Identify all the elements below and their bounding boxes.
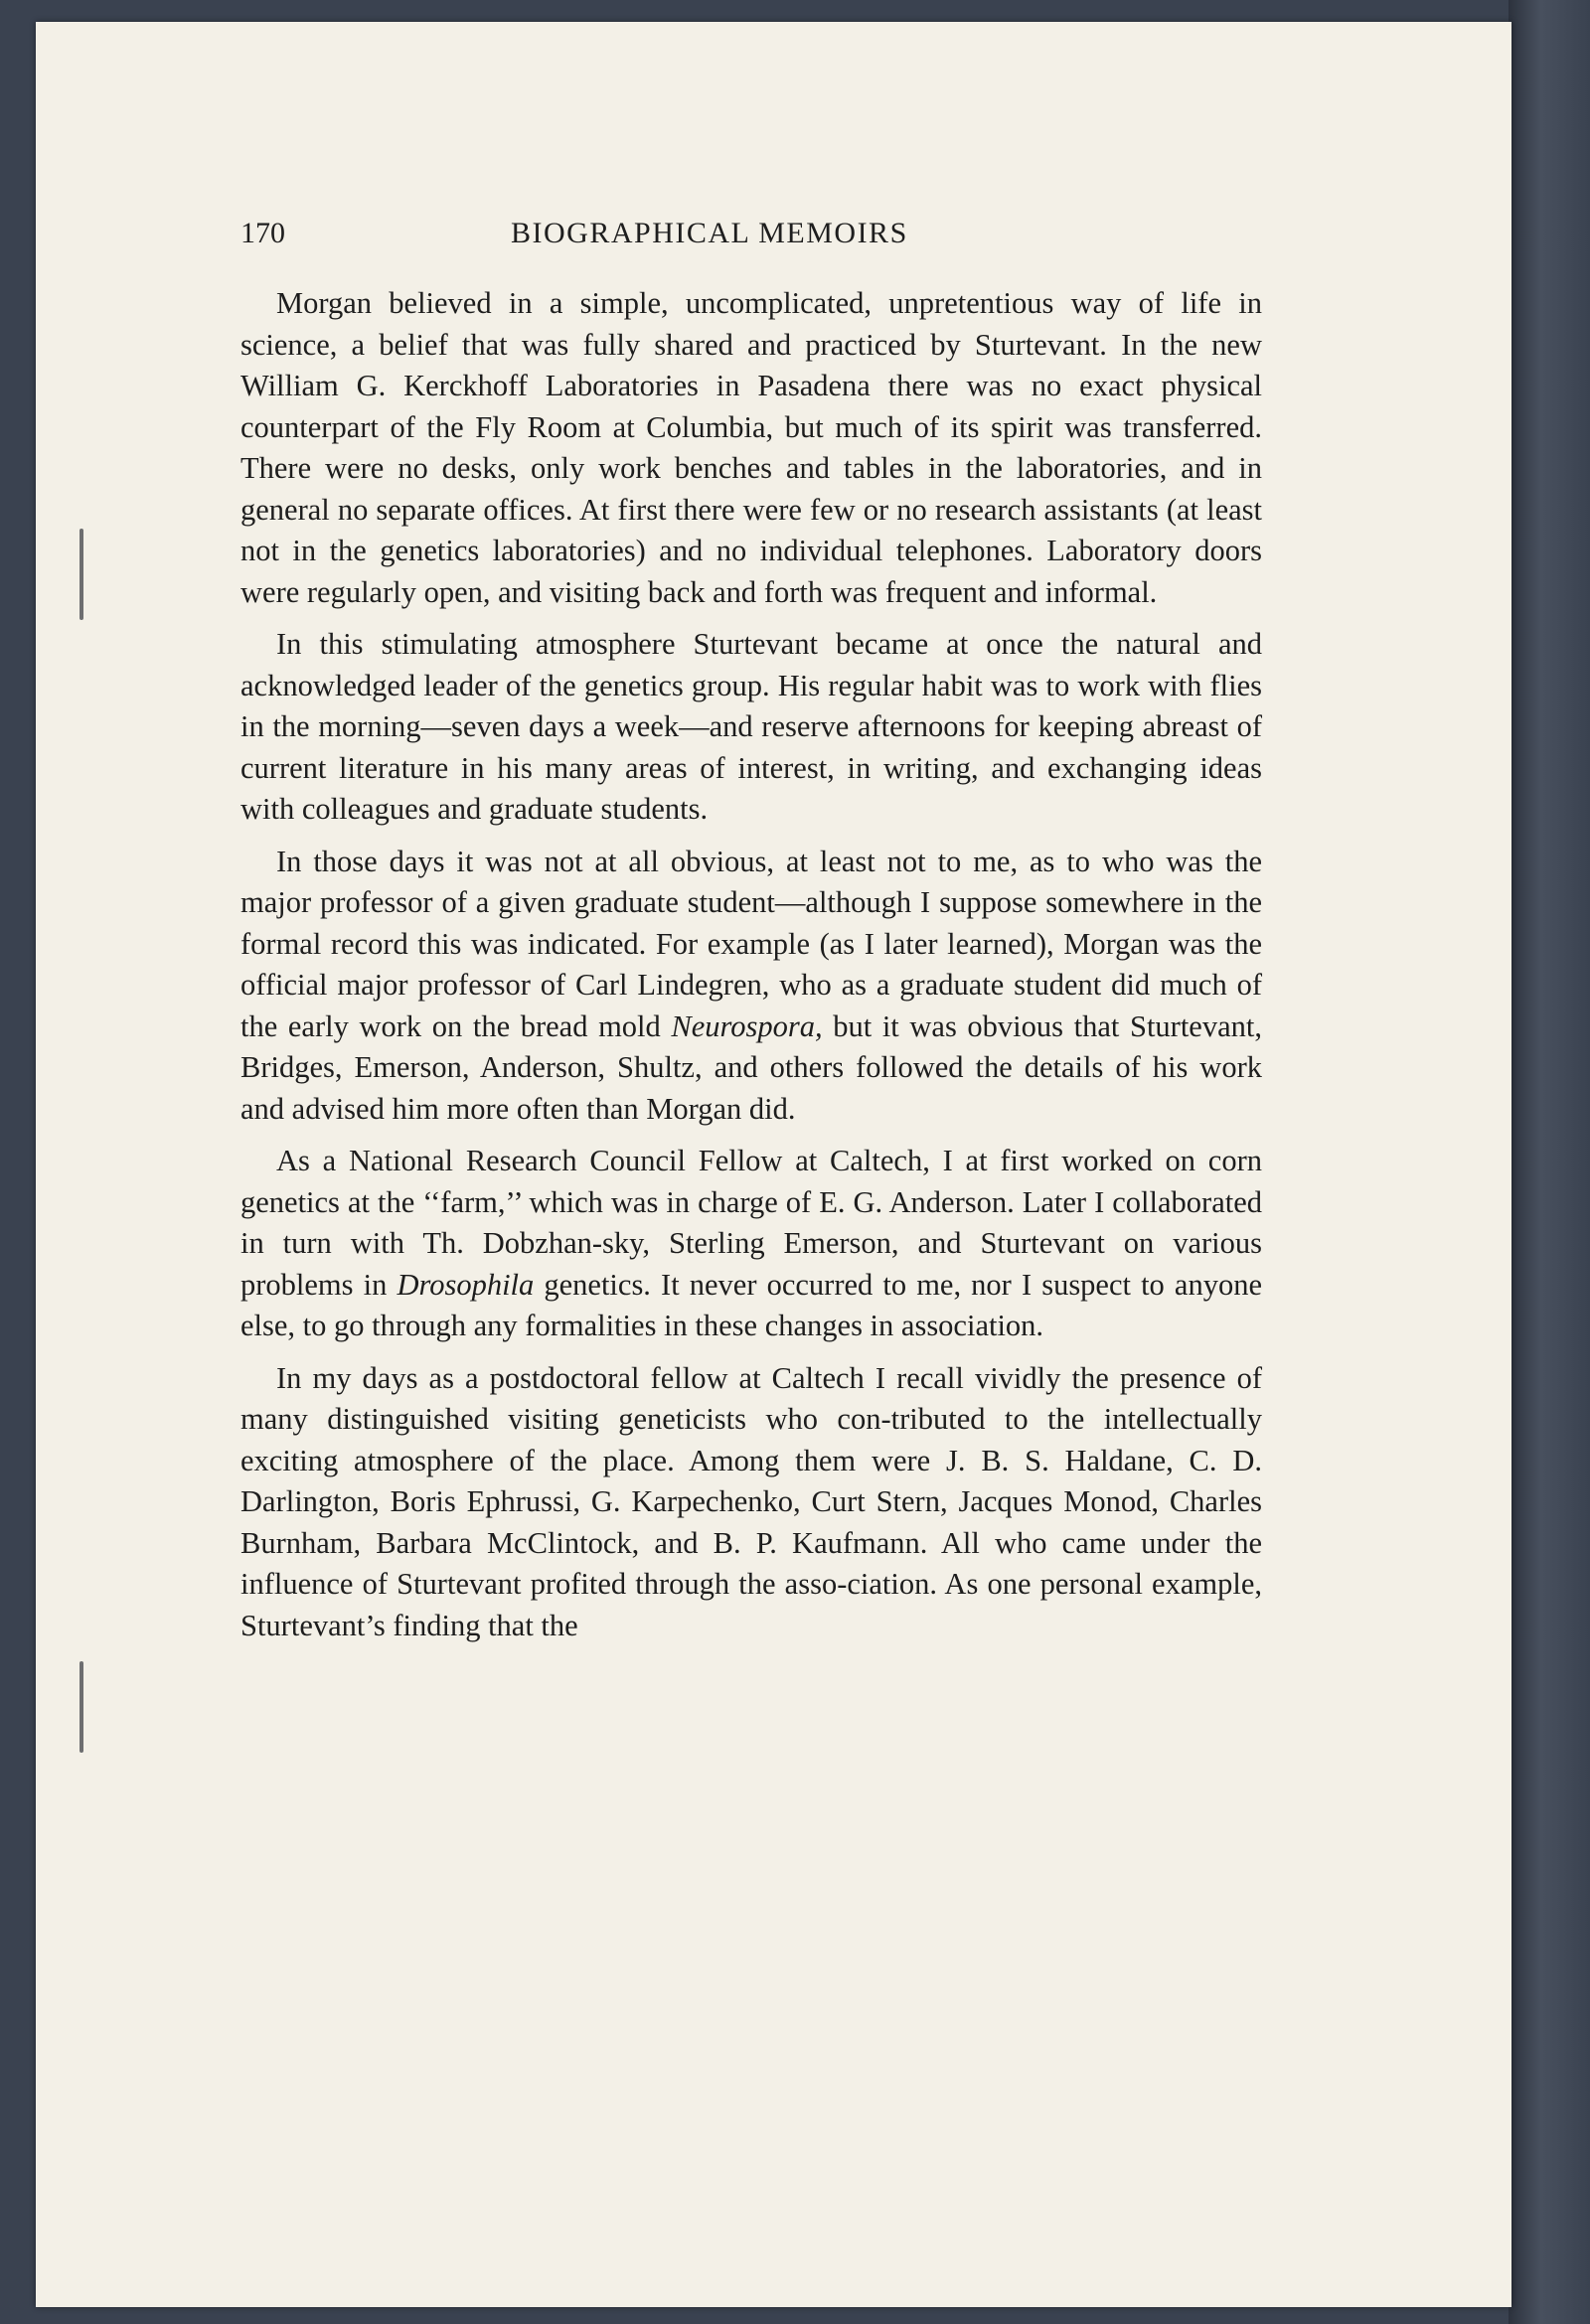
scanner-background (1509, 0, 1590, 2324)
text-run: but it was obvious that Sturtevant, Bridges, Emerson, Anderson, Shultz, and others followed the details of his work and advised him more often than Morgan did. (240, 1008, 1262, 1126)
italic-term: Neurospora, (671, 1008, 823, 1043)
text-run: Morgan believed in a simple, uncomplicated, unpretentious way of life in science, a belief that was fully shared and practiced by Sturtevant. In the new William G. Kerckhoff Laboratories in Pasadena there was no exact physical counterpart of the Fly Room at Columbia, but much of its spirit was transferred. There were no desks, only work benches and tables in the laboratories, and in general no separate offices. At first there were few or no research assistants (at least not in the genetics laboratories) and no individual telephones. Laboratory doors were regularly open, and visiting back and forth was frequent and informal. (240, 286, 1262, 609)
paragraph (240, 283, 1262, 613)
paragraph (240, 1358, 1262, 1647)
paragraph (240, 624, 1262, 831)
running-title: BIOGRAPHICAL MEMOIRS (511, 217, 908, 249)
text-run: In my days as a postdoctoral fellow at Caltech I recall vividly the presence of many distinguished visiting geneticists who con-tributed to the intellectually exciting atmosphere of the place. Among them were J. B. S. Haldane, C. D. Darlington, Boris Ephrussi, G. Karpechenko, Curt Stern, Jacques Monod, Charles Burnham, Barbara McClintock, and B. P. Kaufmann. All who came under the influence of Sturtevant profited through the asso-ciation. As one personal example, Sturtevant’s finding that the (240, 1360, 1262, 1642)
paragraph (240, 1141, 1262, 1347)
staple-mark (80, 529, 83, 620)
page-number: 170 (240, 217, 285, 249)
running-head (240, 217, 1262, 256)
italic-term: Drosophila (397, 1267, 535, 1302)
text-run: As a National Research Council Fellow at Caltech, I at first worked on corn genetics at the ‘‘farm,’’ which was in charge of E. G. Anderson. Later I collaborated in turn with Th. Dobzhan-sky, Sterling Emerson, and Sturtevant on various problems in (240, 1144, 1262, 1302)
text-run: In those days it was not at all obvious, at least not to me, as to who was the major professor of a given graduate student—although I suppose somewhere in the formal record this was indicated. For example (as I later learned), Morgan was the official major professor of Carl Lindegren, who as a graduate student did much of the early work on the bread mold (240, 844, 1262, 1043)
text-run: In this stimulating atmosphere Sturtevant became at once the natural and acknowledged leader of the genetics group. His regular habit was to work with flies in the morning—seven days a week—and reserve afternoons for keeping abreast of current literature in his many areas of interest, in writing, and exchanging ideas with colleagues and graduate students. (240, 627, 1262, 826)
text-run: genetics. It never occurred to me, nor I suspect to anyone else, to go through any formalities in these changes in association. (240, 1267, 1262, 1342)
staple-mark (80, 1661, 83, 1753)
body-text (240, 283, 1262, 1646)
paragraph (240, 842, 1262, 1131)
